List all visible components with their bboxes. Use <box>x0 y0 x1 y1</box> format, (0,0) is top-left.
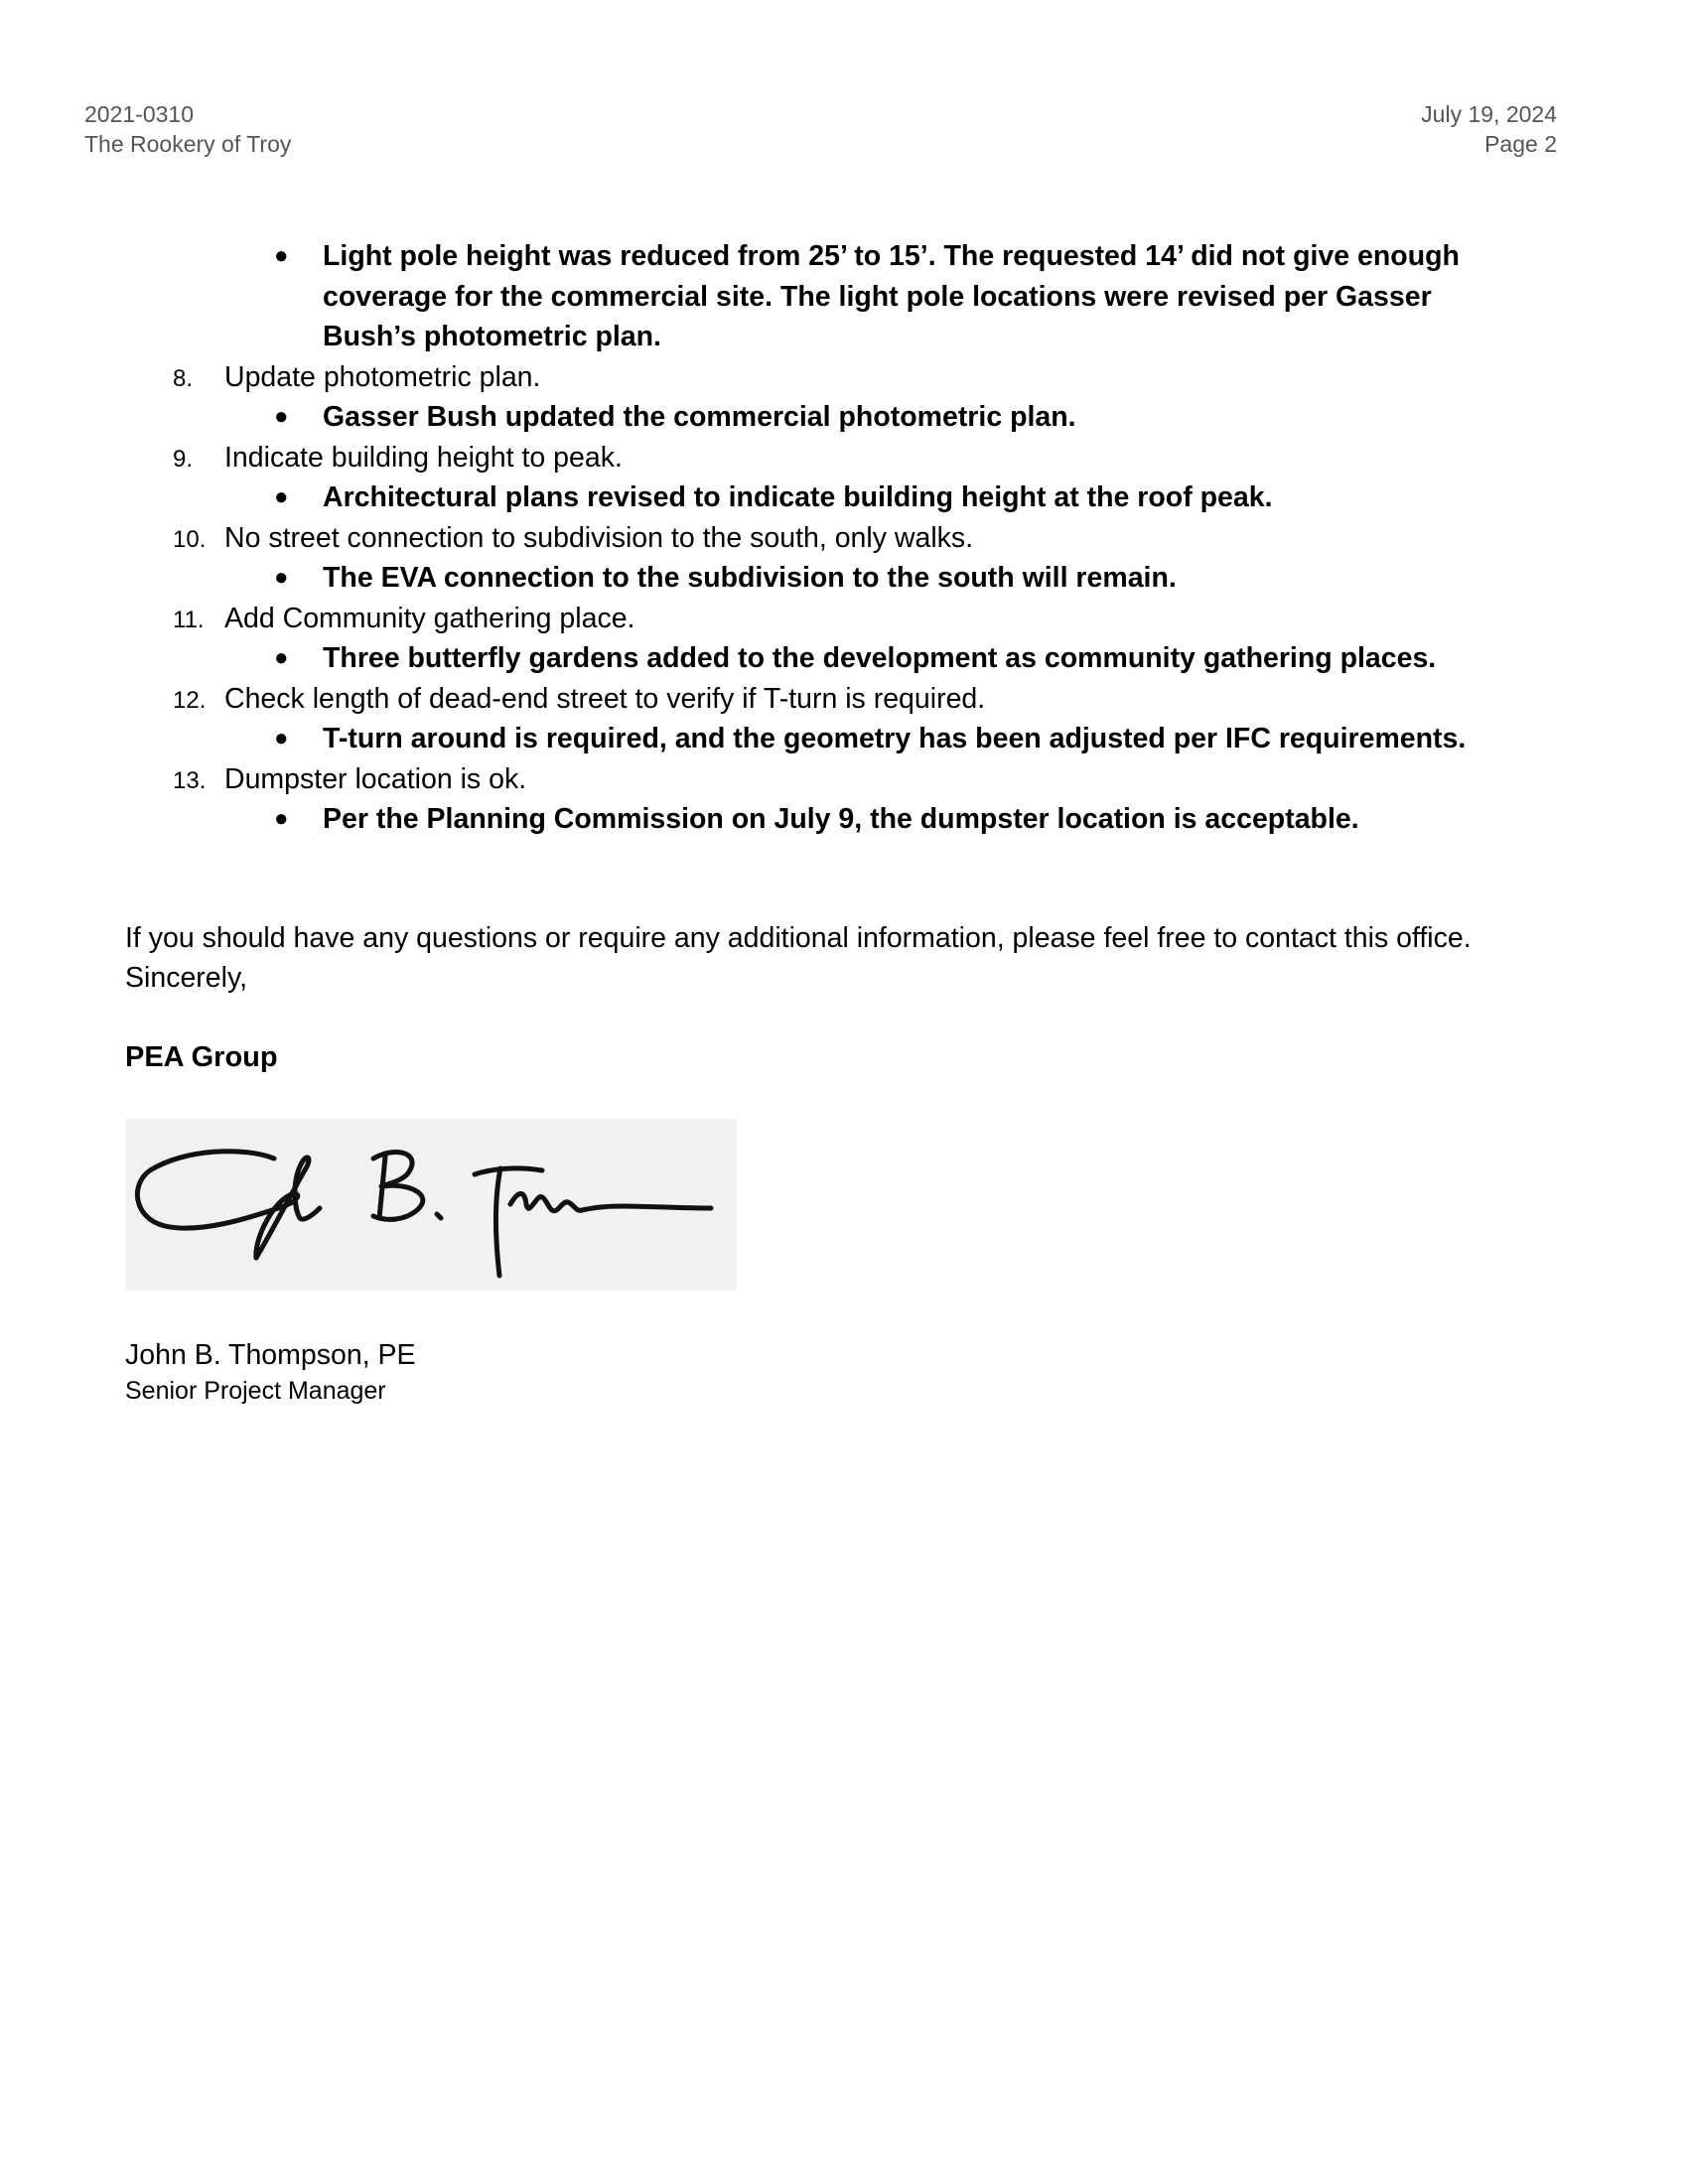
response-text: Architectural plans revised to indicate building height at the roof peak. <box>323 481 1273 513</box>
comment-text: Add Community gathering place. <box>224 602 635 634</box>
signer-title: Senior Project Manager <box>125 1377 386 1405</box>
item-number: 9. <box>173 445 194 473</box>
header-right <box>1421 99 1557 159</box>
response-text: Per the Planning Commission on July 9, the dumpster location is acceptable. <box>323 803 1359 835</box>
closing-block <box>125 918 1674 998</box>
comment-text: Check length of dead-end street to verify if T-turn is required. <box>224 682 986 715</box>
project-name: The Rookery of Troy <box>84 131 292 157</box>
salutation: Sincerely, <box>125 962 248 994</box>
response-text: Gasser Bush updated the commercial photometric plan. <box>323 401 1076 433</box>
response-bullet <box>0 638 1564 679</box>
comment-item <box>0 518 1688 559</box>
signature-image <box>125 1119 737 1291</box>
header-left <box>84 99 291 159</box>
closing-paragraph: If you should have any questions or require any additional information, please feel free to contact this office. <box>125 922 1472 954</box>
response-bullet <box>0 558 1564 599</box>
comment-text: Dumpster location is ok. <box>224 762 527 795</box>
handwritten-signature <box>125 1119 737 1291</box>
comment-item <box>0 357 1688 398</box>
bullet-icon: ● <box>274 403 289 430</box>
comment-item <box>0 759 1688 800</box>
response-line: coverage for the commercial site. The light pole locations were revised per Gasser <box>323 280 1432 313</box>
response-text: The EVA connection to the subdivision to the south will remain. <box>323 562 1177 594</box>
response-bullet <box>0 719 1564 759</box>
item-number: 8. <box>173 364 194 392</box>
response-bullet <box>0 799 1564 840</box>
bullet-icon: ● <box>274 564 289 591</box>
bullet-icon: ● <box>274 483 289 510</box>
page-number: Page 2 <box>1484 131 1557 157</box>
comment-list <box>0 236 1688 840</box>
response-line: Light pole height was reduced from 25’ to 15’. The requested 14’ did not give enough <box>323 240 1460 272</box>
letter-date: July 19, 2024 <box>1421 101 1557 127</box>
bullet-icon: ● <box>274 725 289 751</box>
signer-name: John B. Thompson, PE <box>125 1339 416 1371</box>
comment-item <box>0 599 1688 639</box>
response-text: Three butterfly gardens added to the development as community gathering places. <box>323 642 1437 674</box>
response-bullet <box>0 478 1564 518</box>
item-number: 10. <box>173 525 207 553</box>
comment-text: No street connection to subdivision to the south, only walks. <box>224 521 974 554</box>
comment-item <box>0 679 1688 720</box>
bullet-icon: ● <box>274 805 289 832</box>
item-number: 12. <box>173 686 207 714</box>
response-bullet <box>0 236 1564 357</box>
bullet-icon: ● <box>274 644 289 671</box>
comment-item <box>0 438 1688 478</box>
response-bullet <box>0 397 1564 438</box>
comment-text: Update photometric plan. <box>224 360 541 393</box>
company-name: PEA Group <box>125 1041 278 1073</box>
response-line: Bush’s photometric plan. <box>323 321 661 352</box>
project-number: 2021-0310 <box>84 101 194 127</box>
response-text: T-turn around is required, and the geometry has been adjusted per IFC requirements. <box>323 723 1467 754</box>
bullet-icon: ● <box>274 242 289 269</box>
item-number: 13. <box>173 766 207 794</box>
item-number: 11. <box>173 606 205 633</box>
comment-text: Indicate building height to peak. <box>224 441 623 474</box>
